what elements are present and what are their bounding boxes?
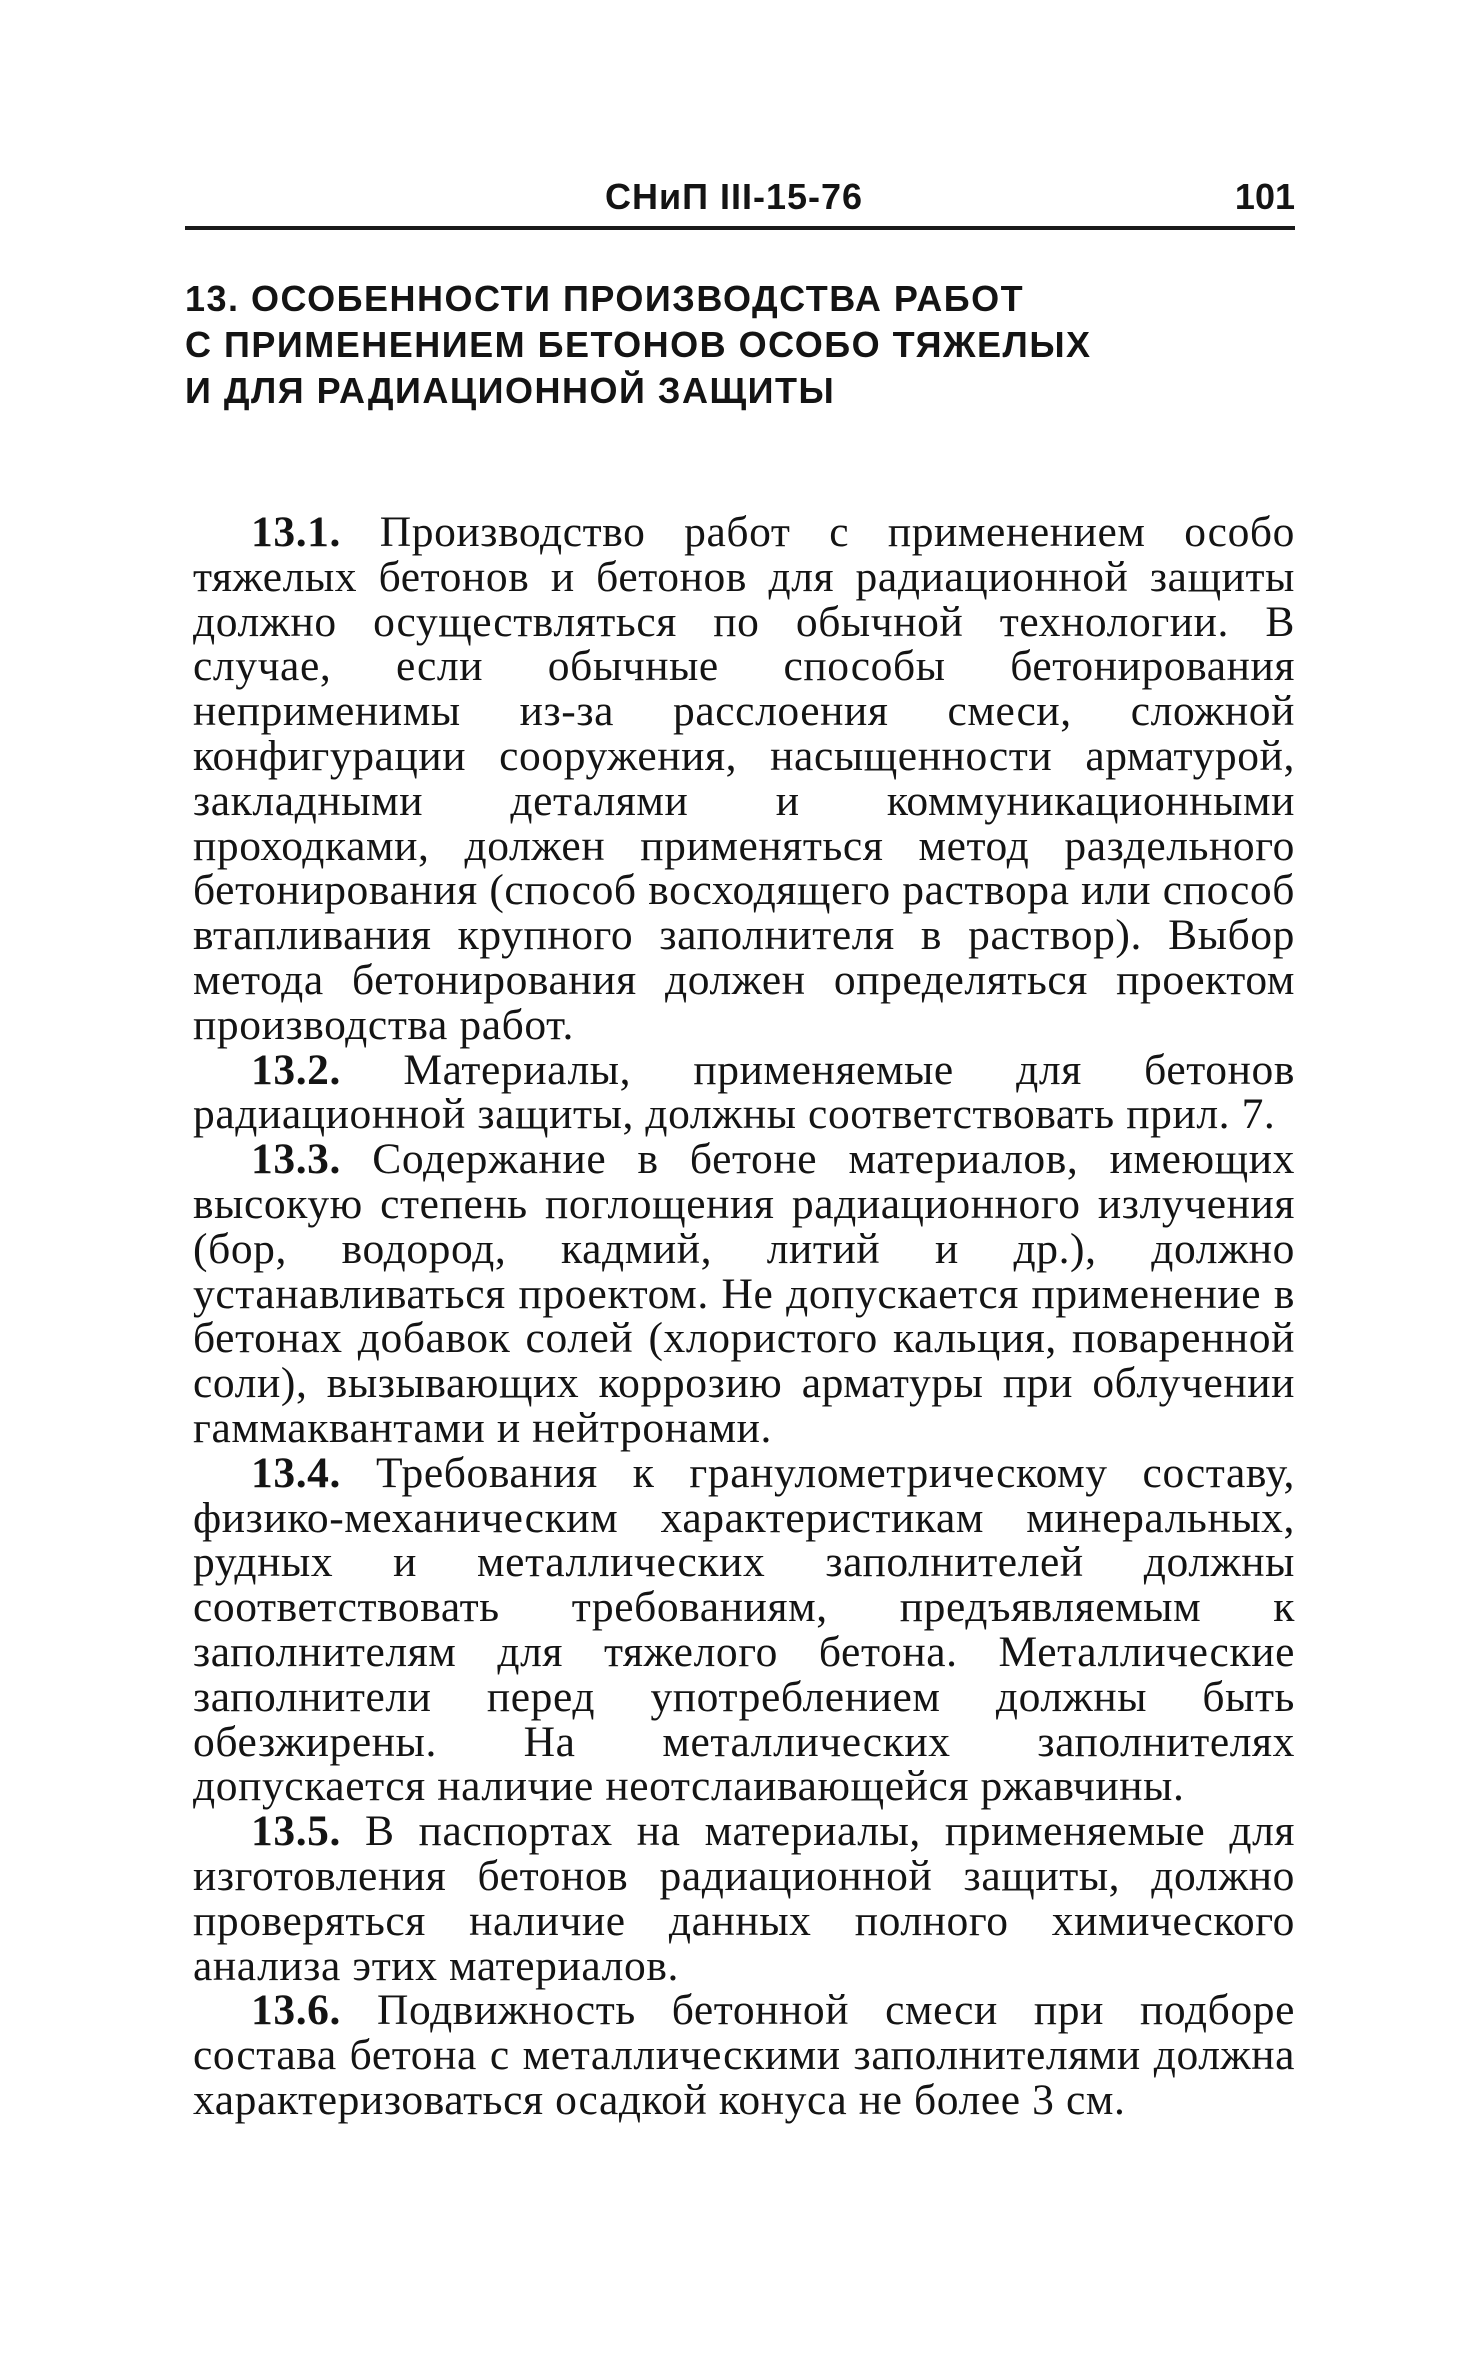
header-divider <box>185 226 1295 230</box>
clause-13-2 <box>193 1045 1295 1139</box>
clause-number: 13.1. <box>251 508 341 556</box>
clause-number: 13.2. <box>251 1045 341 1094</box>
clause-number: 13.6. <box>251 1986 341 2035</box>
running-header <box>185 176 1295 224</box>
page-number: 101 <box>1234 176 1295 217</box>
section-title <box>185 276 1295 414</box>
clause-number: 13.5. <box>251 1807 341 1856</box>
clause-13-1 <box>193 510 1295 1048</box>
clause-number: 13.3. <box>251 1135 341 1184</box>
document-code: СНиП III-15-76 <box>605 176 864 217</box>
section-title-line: 13. ОСОБЕННОСТИ ПРОИЗВОДСТВА РАБОТ <box>185 278 1025 319</box>
clause-text: Требования к гранулометрическому составу, физико-механическим характеристикам минеральных, рудных и металлических заполнителей должны соответствовать требованиям, предъявляемым к заполнителям для тяжелого бетона. Металлические заполнители перед употреблением должны быть обезжирены. На металлических заполнителях допускается наличие неотслаивающейся ржавчины. <box>193 1448 1295 1811</box>
clause-text: Материалы, применяемые для бетонов радиационной защиты, должны соответствовать прил. 7. <box>193 1045 1295 1139</box>
clause-text: Содержание в бетоне материалов, имеющих высокую степень поглощения радиационного излучения (бор, водород, кадмий, литий и др.), должно устанавливаться проектом. Не допускается применение в бетонах добавок солей (хлористого кальция, поваренной соли), вызывающих коррозию арматуры при облучении гаммаквантами и нейтронами. <box>193 1135 1295 1452</box>
section-body <box>193 510 1295 2123</box>
clause-text: В паспортах на материалы, применяемые для изготовления бетонов радиационной защиты, должно проверяться наличие данных полного химического анализа этих материалов. <box>193 1807 1295 1990</box>
section-title-line: И ДЛЯ РАДИАЦИОННОЙ ЗАЩИТЫ <box>185 370 836 411</box>
clause-number: 13.4. <box>251 1448 341 1497</box>
clause-13-5 <box>193 1809 1295 1988</box>
clause-13-3 <box>193 1137 1295 1451</box>
section-title-line: С ПРИМЕНЕНИЕМ БЕТОНОВ ОСОБО ТЯЖЕЛЫХ <box>185 324 1092 365</box>
clause-13-6 <box>193 1988 1295 2122</box>
clause-13-4 <box>193 1448 1295 1811</box>
clause-text: Подвижность бетонной смеси при подборе состава бетона с металлическими заполнителями должна характеризоваться осадкой конуса не более 3 см. <box>193 1986 1295 2124</box>
clause-text: Производство работ с применением особо тяжелых бетонов и бетонов для радиационной защиты должно осуществляться по обычной технологии. В случае, если обычные способы бетонирования неприменимы из-за расслоения смеси, сложной конфигурации сооружения, насыщенности арматурой, закладными деталями и коммуникационными проходками, должен применяться метод раздельного бетонирования (способ восходящего раствора или способ втапливания крупного заполнителя в раствор). Выбор метода бетонирования должен определяться проектом производства работ. <box>193 508 1296 1049</box>
